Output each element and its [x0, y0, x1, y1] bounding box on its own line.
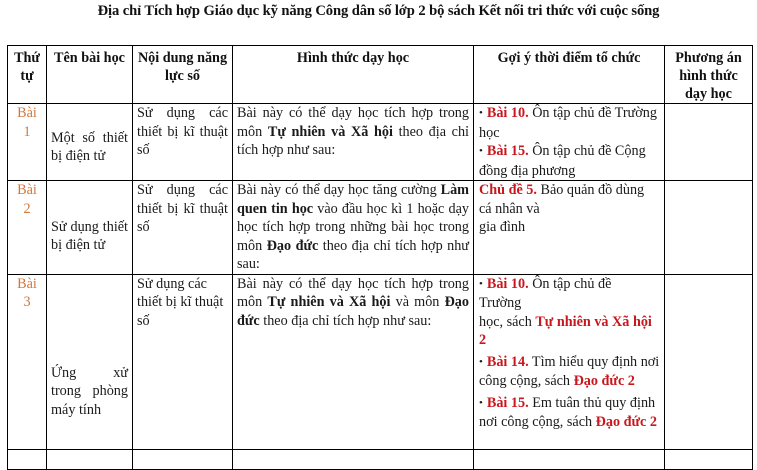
teaching-form-cell	[233, 181, 474, 275]
text-segment: Bài này có thể dạy học tăng cường	[237, 182, 441, 198]
topic-ref: Chủ đề 5.	[479, 182, 537, 198]
lesson-ref: Bài 15.	[486, 394, 529, 411]
stt-label: Bài	[17, 182, 37, 198]
lesson-name-cell: Sử dụng thiết bị điện tử	[47, 181, 133, 275]
subject-bold: Tự nhiên và Xã hội	[267, 294, 391, 310]
lesson-ref: Bài 10.	[486, 105, 529, 121]
bullet-icon: •	[479, 277, 483, 290]
text-segment: theo địa chỉ tích hợp như sau:	[237, 237, 469, 272]
stt-cell	[8, 181, 47, 275]
lesson-ref: Bài 14.	[486, 353, 529, 370]
suggestion-item	[479, 353, 660, 391]
suggestion-text: Ôn tập chủ đề Trường học	[479, 105, 657, 141]
table-row	[8, 104, 753, 181]
suggestion-text: gia đình	[479, 219, 526, 235]
table-row-partial	[8, 449, 753, 469]
timing-suggestion-cell	[474, 449, 665, 469]
bullet-icon: •	[479, 107, 483, 119]
table-row	[8, 181, 753, 275]
suggestion-text: cá nhân và	[479, 200, 540, 217]
stt-number: 2	[23, 200, 31, 217]
timing-suggestion-cell	[474, 104, 665, 181]
suggestion-text: Tìm hiểu quy định nơi công cộng, sách	[479, 353, 660, 389]
document-title: Địa chỉ Tích hợp Giáo dục kỹ năng Công dân số lớp 2 bộ sách Kết nối tri thức với cuộc sống	[97, 3, 660, 19]
teaching-form-cell	[233, 104, 474, 181]
text-segment: Bài này có thể dạy học tích hợp trong môn	[237, 275, 469, 310]
suggestion-item	[479, 142, 660, 180]
stt-label: Bài	[17, 105, 37, 121]
text-segment: vào đầu học kì 1 hoặc dạy học tích hợp trong những bài học trong môn	[237, 200, 469, 254]
plan-cell	[665, 104, 753, 181]
suggestion-item	[479, 104, 660, 142]
subject-bold: Đạo đức	[266, 237, 319, 254]
plan-cell	[665, 274, 753, 449]
lesson-name-cell: Một số thiết bị điện tử	[47, 104, 133, 181]
subject-bold: Tự nhiên và Xã hội	[267, 123, 393, 140]
digital-content-cell: Sử dụng các thiết bị kĩ thuật số	[133, 274, 233, 449]
subject-bold: Đạo đức	[237, 294, 469, 329]
lesson-name-cell: Ứng xử trong phòng máy tính	[47, 274, 133, 449]
suggestion-item	[479, 275, 660, 350]
lesson-ref: Bài 15.	[486, 143, 529, 159]
suggestion-item	[479, 394, 660, 432]
header-phuong-an: Phương án hình thức dạy học	[665, 46, 753, 104]
teaching-form-cell	[233, 274, 474, 449]
book-ref: Tự nhiên và Xã hội 2	[479, 313, 652, 348]
header-goi-y: Gợi ý thời điểm tổ chức	[474, 46, 665, 104]
table-row	[8, 274, 753, 449]
subject-bold: Làm quen tin học	[237, 182, 469, 217]
header-stt: Thứ tự	[8, 46, 47, 104]
stt-cell	[8, 104, 47, 181]
digital-content-cell: Sử dụng các thiết bị kĩ thuật số	[133, 181, 233, 275]
suggestion-text: Trường	[479, 295, 522, 311]
plan-cell	[665, 449, 753, 469]
integration-table	[7, 45, 753, 470]
suggestion-text: Ôn tập chủ đề Cộng đồng địa phương	[479, 143, 646, 179]
bullet-icon: •	[479, 355, 483, 368]
text-segment: theo địa chỉ tích hợp như sau:	[237, 123, 469, 158]
header-hinh-thuc: Hình thức dạy học	[233, 46, 474, 104]
stt-number: 1	[23, 123, 31, 140]
teaching-form-cell	[233, 449, 474, 469]
digital-content-cell	[133, 449, 233, 469]
suggestion-text: học, sách	[479, 313, 536, 330]
header-noi-dung: Nội dung năng lực số	[133, 46, 233, 104]
timing-suggestion-cell	[474, 181, 665, 275]
suggestion-text: Ôn tập chủ đề	[528, 275, 612, 292]
table-header-row	[8, 46, 753, 104]
text-segment: theo địa chỉ tích hợp như sau:	[259, 312, 432, 329]
plan-cell	[665, 181, 753, 275]
lesson-ref: Bài 10.	[486, 275, 529, 292]
stt-label: Bài	[17, 275, 37, 292]
header-ten-bai: Tên bài học	[47, 46, 133, 104]
digital-content-cell: Sử dụng các thiết bị kĩ thuật số	[133, 104, 233, 181]
lesson-name-cell	[47, 449, 133, 469]
suggestion-text: Em tuân thủ quy định nơi công cộng, sách	[479, 394, 656, 430]
stt-cell	[8, 274, 47, 449]
book-ref: Đạo đức 2	[573, 373, 635, 389]
text-segment: Bài này có thể dạy học tích hợp trong môn	[237, 105, 469, 140]
timing-suggestion-cell	[474, 274, 665, 449]
stt-number: 3	[23, 294, 31, 310]
bullet-icon: •	[479, 145, 483, 157]
text-segment: và môn	[390, 294, 445, 310]
book-ref: Đạo đức 2	[595, 414, 657, 430]
suggestion-text: Bảo quản đồ dùng	[536, 182, 645, 198]
stt-cell	[8, 449, 47, 469]
bullet-icon: •	[479, 396, 483, 409]
